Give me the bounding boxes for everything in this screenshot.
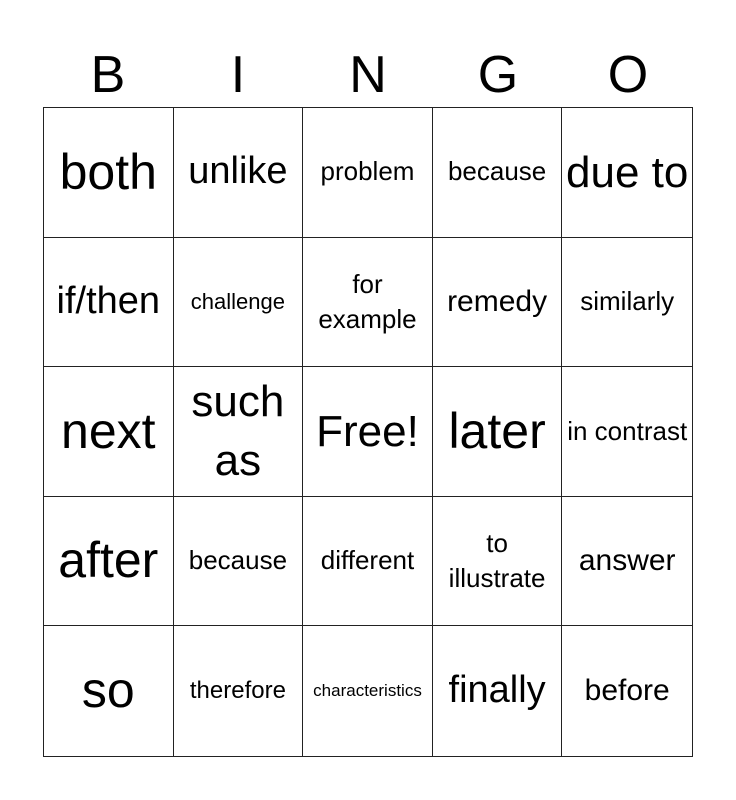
bingo-cell: such as xyxy=(174,367,304,497)
bingo-cell: so xyxy=(44,626,174,756)
bingo-cell: challenge xyxy=(174,238,304,368)
bingo-cell: both xyxy=(44,108,174,238)
bingo-cell-free-space: Free! xyxy=(303,367,433,497)
bingo-card-grid xyxy=(43,107,693,757)
bingo-cell: unlike xyxy=(174,108,304,238)
bingo-cell: to illustrate xyxy=(433,497,563,627)
bingo-cell: because xyxy=(174,497,304,627)
bingo-cell: for example xyxy=(303,238,433,368)
bingo-cell: finally xyxy=(433,626,563,756)
bingo-cell: problem xyxy=(303,108,433,238)
bingo-cell: in contrast xyxy=(562,367,692,497)
header-letter-b: B xyxy=(90,46,126,104)
bingo-cell: next xyxy=(44,367,174,497)
bingo-cell: characteristics xyxy=(303,626,433,756)
bingo-cell: after xyxy=(44,497,174,627)
bingo-cell: different xyxy=(303,497,433,627)
bingo-cell: due to xyxy=(562,108,692,238)
header-letter-o: O xyxy=(607,46,649,104)
header-letter-n: N xyxy=(349,46,387,104)
bingo-cell: remedy xyxy=(433,238,563,368)
bingo-cell: therefore xyxy=(174,626,304,756)
header-letter-g: G xyxy=(477,46,519,104)
bingo-cell: answer xyxy=(562,497,692,627)
bingo-cell: if/then xyxy=(44,238,174,368)
bingo-cell: similarly xyxy=(562,238,692,368)
header-letter-i: I xyxy=(230,46,246,104)
bingo-header xyxy=(43,44,693,106)
bingo-cell: later xyxy=(433,367,563,497)
bingo-cell: because xyxy=(433,108,563,238)
bingo-cell: before xyxy=(584,673,670,707)
